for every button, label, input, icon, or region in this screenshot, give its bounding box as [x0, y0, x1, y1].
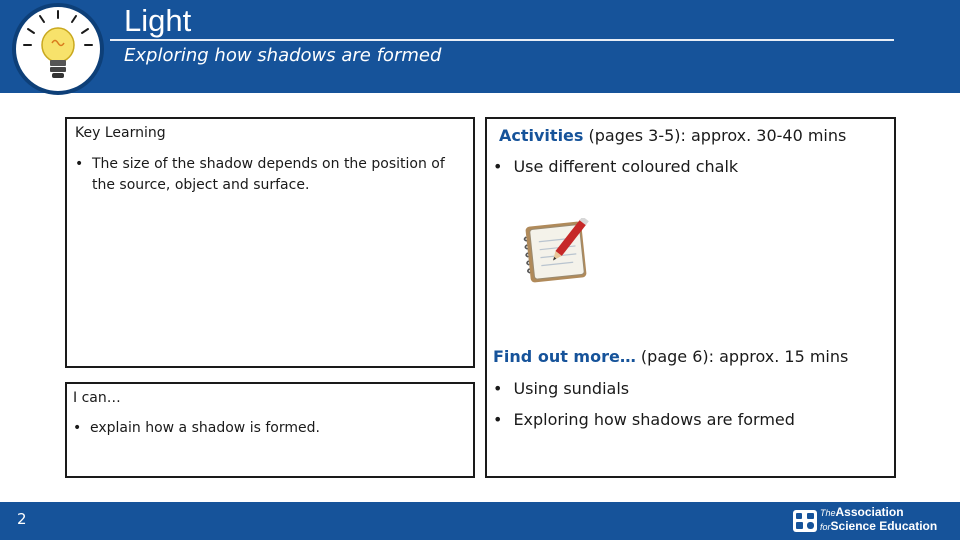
page-title: Light [124, 3, 192, 38]
activities-box [485, 117, 896, 478]
bullet-dot: • [493, 157, 503, 176]
bullet-dot: • [493, 410, 503, 429]
activities-bullet-text: Use different coloured chalk [513, 157, 739, 176]
lightbulb-logo [12, 3, 104, 95]
ase-logo-text [820, 506, 937, 534]
find-out-more-bullet [493, 379, 629, 398]
i-can-bullet [73, 418, 463, 439]
bullet-dot: • [493, 379, 503, 398]
find-out-more-bullet-text: Using sundials [513, 379, 630, 398]
activities-heading [499, 126, 846, 145]
i-can-bullet-text: explain how a shadow is formed. [90, 420, 320, 436]
activities-heading-rest: (pages 3-5): approx. 30-40 mins [583, 126, 847, 145]
activities-heading-bold: Activities [499, 126, 584, 145]
i-can-box [65, 382, 475, 478]
find-out-more-heading-rest: (page 6): approx. 15 mins [635, 347, 849, 366]
logo-for: for [820, 522, 831, 532]
key-learning-bullet [75, 154, 465, 196]
logo-association: Association [835, 505, 904, 519]
ase-logo-icon [792, 508, 818, 534]
find-out-more-bullet [493, 410, 795, 429]
find-out-more-bullet-text: Exploring how shadows are formed [513, 410, 795, 429]
header-banner [0, 0, 960, 93]
lightbulb-icon [16, 7, 100, 91]
activities-bullet [493, 157, 738, 176]
find-out-more-heading [493, 347, 848, 366]
page-number: 2 [17, 510, 27, 528]
footer-bar [0, 502, 960, 540]
key-learning-box [65, 117, 475, 368]
key-learning-label: Key Learning [75, 125, 166, 141]
find-out-more-heading-bold: Find out more… [493, 347, 636, 366]
bullet-dot: • [73, 420, 82, 436]
logo-the: The [820, 508, 836, 518]
bullet-dot: • [75, 156, 84, 172]
notepad-pencil-icon [522, 218, 594, 284]
title-divider [110, 39, 894, 41]
key-learning-bullet-text: The size of the shadow depends on the position of the source, object and surface. [92, 156, 445, 193]
i-can-label: I can… [73, 390, 121, 406]
logo-science-education: Science Education [830, 519, 938, 533]
page-subtitle: Exploring how shadows are formed [124, 45, 442, 66]
